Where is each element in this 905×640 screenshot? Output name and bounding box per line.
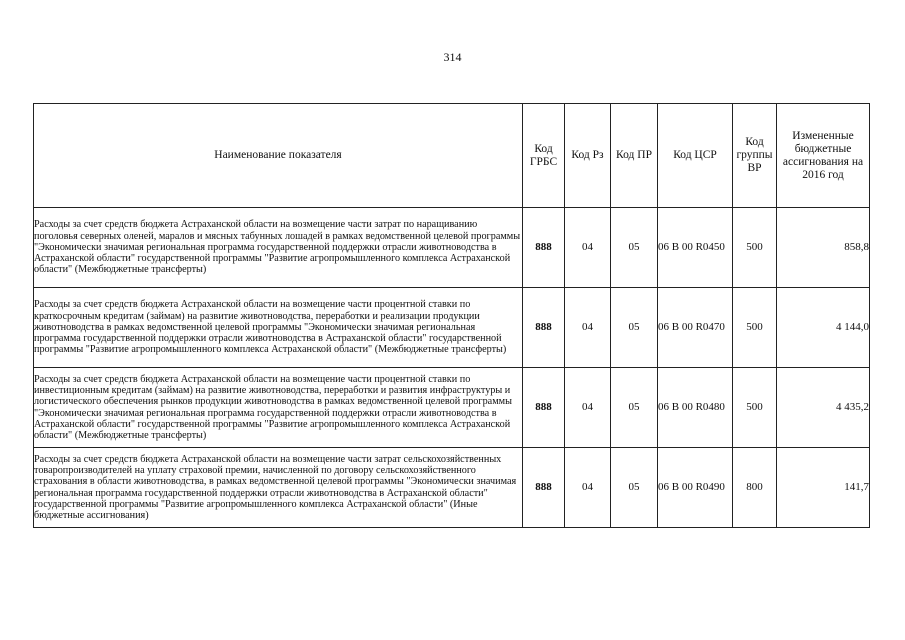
- row-amount: 141,7: [777, 448, 870, 528]
- table-row: [34, 288, 870, 368]
- row-pr: 05: [611, 448, 658, 528]
- row-csr: 06 В 00 R0450: [658, 208, 733, 288]
- header-rz: Код Рз: [565, 104, 611, 208]
- header-row: [34, 104, 870, 208]
- row-csr: 06 В 00 R0470: [658, 288, 733, 368]
- row-rz: 04: [565, 448, 611, 528]
- row-grbs: 888: [523, 288, 565, 368]
- row-grbs: 888: [523, 208, 565, 288]
- row-vr: 500: [733, 208, 777, 288]
- row-rz: 04: [565, 368, 611, 448]
- row-name: Расходы за счет средств бюджета Астраханской области на возмещение части затрат по наращиванию поголовья северных оленей, маралов и мясных табунных лошадей в рамках ведомственной целевой программы "Экономически значимая региональная программа государственной поддержки отрасли животноводства в Астраханской области" государственной программы "Развитие агропромышленного комплекса Астраханской области" (Межбюджетные трансферты): [34, 208, 523, 288]
- row-amount: 4 435,2: [777, 368, 870, 448]
- header-name: Наименование показателя: [34, 104, 523, 208]
- row-grbs: 888: [523, 448, 565, 528]
- table-row: [34, 448, 870, 528]
- table-row: [34, 208, 870, 288]
- row-pr: 05: [611, 368, 658, 448]
- row-vr: 800: [733, 448, 777, 528]
- header-vr: Код группы ВР: [733, 104, 777, 208]
- row-csr: 06 В 00 R0480: [658, 368, 733, 448]
- row-rz: 04: [565, 288, 611, 368]
- row-name: Расходы за счет средств бюджета Астраханской области на возмещение части затрат сельскохозяйственных товаропроизводителей на уплату страховой премии, начисленной по договору сельскохозяйственного страхования в области животноводства, в рамках ведомственной целевой программы "Экономически значимая региональная программа государственной поддержки отрасли животноводства в Астраханской области" государственной программы "Развитие агропромышленного комплекса Астраханской области" (Иные бюджетные ассигнования): [34, 448, 523, 528]
- row-amount: 858,8: [777, 208, 870, 288]
- header-csr: Код ЦСР: [658, 104, 733, 208]
- row-pr: 05: [611, 208, 658, 288]
- row-grbs: 888: [523, 368, 565, 448]
- row-amount: 4 144,0: [777, 288, 870, 368]
- header-amount: Измененные бюджетные ассигнования на 2016 год: [777, 104, 870, 208]
- row-vr: 500: [733, 288, 777, 368]
- header-grbs: Код ГРБС: [523, 104, 565, 208]
- row-pr: 05: [611, 288, 658, 368]
- header-pr: Код ПР: [611, 104, 658, 208]
- budget-table: [33, 103, 870, 528]
- row-vr: 500: [733, 368, 777, 448]
- row-rz: 04: [565, 208, 611, 288]
- row-name: Расходы за счет средств бюджета Астраханской области на возмещение части процентной ставки по краткосрочным кредитам (займам) на развитие животноводства, переработки и реализации продукции животноводства в рамках ведомственной целевой программы "Экономически значимая региональная программа государственной поддержки отрасли животноводства в Астраханской области" государственной программы "Развитие агропромышленного комплекса Астраханской области" (Межбюджетные трансферты): [34, 288, 523, 368]
- table-row: [34, 368, 870, 448]
- row-name: Расходы за счет средств бюджета Астраханской области на возмещение части процентной ставки по инвестиционным кредитам (займам) на развитие животноводства, переработки и развития инфраструктуры и логистического обеспечения рынков продукции животноводства в рамках ведомственной целевой программы "Экономически значимая региональная программа государственной поддержки отрасли животноводства в Астраханской области" государственной программы "Развитие агропромышленного комплекса Астраханской области" (Межбюджетные трансферты): [34, 368, 523, 448]
- row-csr: 06 В 00 R0490: [658, 448, 733, 528]
- page-number: 314: [443, 50, 462, 64]
